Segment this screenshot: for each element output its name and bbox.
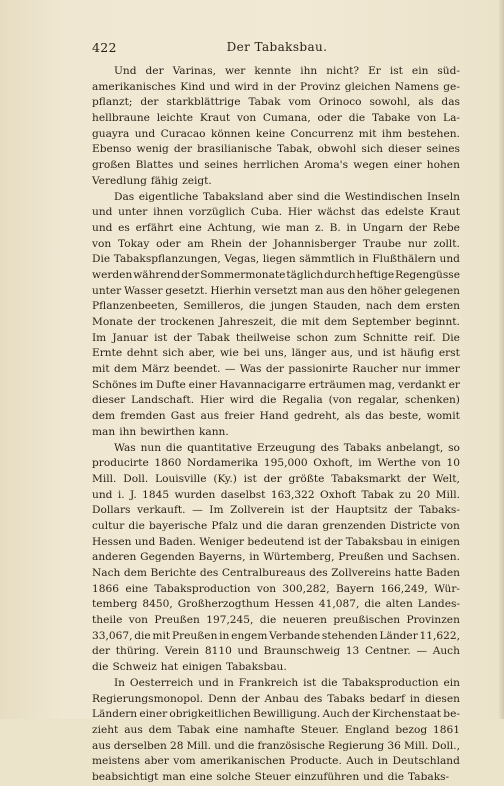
text-line: Ebenso wenig der brasilianische Tabak, obwohl sich dieser seines [92,143,460,156]
text-line: die Schweiz hat einigen Tabaksbau. [92,661,287,674]
text-line: temberg 8450, Großherzogthum Hessen 41,087, die alten Landes- [92,598,460,611]
text-line: amerikanisches Kind und wird in der Provinz gleichen Namens ge- [92,80,460,93]
text-line: Pflanzenbeeten, Semilleros, die jungen Stauden, nach dem ersten [92,300,460,313]
page-header [92,40,462,56]
text-line: Was nun die quantitative Erzeugung des Tabaks anbelangt, so [114,441,460,454]
paragraph [92,441,460,676]
running-title: Der Tabaksbau. [226,40,328,54]
text-line: Ernte dehnt sich aber, wie bei uns, länger aus, und ist häufig erst [92,347,460,360]
text-line: mit dem März beendet. — Was der passionirte Raucher nur immer [92,363,460,376]
text-line: dem fremden Gast aus freier Hand gedreht, als das beste, womit [92,410,460,423]
text-line: man ihn bewirthen kann. [92,425,229,438]
text-line: Mill. Doll. Louisville (Ky.) ist der größte Tabaksmarkt der Welt, [92,472,460,485]
text-line: Regierungsmonopol. Denn der Anbau des Tabaks bedarf in diesen [92,692,460,705]
text-line: Schönes im Dufte einer Havannacigarre erträumen mag, verdankt er [92,378,460,391]
text-line: theile von Preußen 197,245, die neueren preußischen Provinzen [92,614,460,627]
text-line: guayra und Curacao können keine Concurrenz mit ihm bestehen. [92,127,460,140]
text-line: und es erfährt eine Achtung, wie man z. B. in Ungarn der Rebe [92,221,460,234]
text-line: dieser Landschaft. Hier wird die Regalia (von regalar, schenken) [92,394,460,407]
text-line: und unter ihnen vorzüglich Cuba. Hier wächst das edelste Kraut [92,206,460,219]
text-line: hellbraune leichte Kraut von Cumana, oder die Tabake von La- [92,112,460,125]
text-line: von Tokay oder am Rhein der Johannisberger Traube nur zollt. [92,237,460,250]
text-line: Ländern einer obrigkeitlichen Bewilligung. Auch der Kirchenstaat be- [92,708,460,721]
body-text [92,64,460,786]
text-line: Monate der trockenen Jahreszeit, die mit dem September beginnt. [92,316,460,328]
text-line: Dollars verkauft. — Im Zollverein ist der Hauptsitz der Tabaks- [92,504,460,517]
text-line: Im Januar ist der Tabak theilweise schon zum Schnitte reif. Die [92,331,460,344]
text-line: pflanzt; der starkblättrige Tabak vom Orinoco sowohl, als das [92,96,460,109]
text-line: aus derselben 28 Mill. und die französische Regierung 36 Mill. Doll., [92,739,460,752]
text-line: der thüring. Verein 8110 und Braunschweig 13 Centner. — Auch [92,645,460,658]
text-line: In Oesterreich und in Frankreich ist die Tabaksproduction ein [114,676,460,689]
text-line: Veredlung fähig zeigt. [92,174,212,187]
text-line: Nach dem Berichte des Centralbureaus des Zollvereins hatte Baden [92,567,460,579]
text-line: anderen Gegenden Bayerns, in Würtemberg, Preußen und Sachsen. [92,551,460,564]
paragraph [92,190,460,441]
text-line: 33,067, die mit Preußen in engem Verbande stehenden Länder 11,622, [92,629,460,642]
text-line: werden während der Sommermonate täglich durch heftige Regengüsse [92,268,460,281]
text-line: 1866 eine Tabaksproduction von 300,282, Bayern 166,249, Wür- [92,582,460,595]
text-line: großen Blattes und seines herrlichen Aroma's wegen einer hohen [92,159,460,172]
text-line: unter Wasser gesetzt. Hierhin versetzt man aus den höher gelegenen [92,284,460,297]
text-line: beabsichtigt man eine solche Steuer einzuführen und die Tabaks- [92,770,450,783]
text-line: cultur die bayerische Pfalz und die daran grenzenden Districte von [92,519,460,532]
text-line: Hessen und Baden. Weniger bedeutend ist der Tabaksbau in einigen [92,535,460,548]
text-line: Und der Varinas, wer kennte ihn nicht? Er ist ein süd- [114,65,460,77]
text-line: meistens aber vom amerikanischen Producte. Auch in Deutschland [92,755,460,768]
text-line: Die Tabakspflanzungen, Vegas, liegen sämmtlich in Flußthälern und [92,253,460,266]
text-line: und i. J. 1845 wurden daselbst 163,322 Oxhoft Tabak zu 20 Mill. [92,488,460,501]
text-line: Das eigentliche Tabaksland aber sind die Westindischen Inseln [114,190,460,203]
page-number: 422 [92,40,117,55]
paragraph [92,676,460,786]
text-line: producirte 1860 Nordamerika 195,000 Oxhoft, im Werthe von 10 [92,457,460,470]
paragraph [92,64,460,190]
text-line: zieht aus dem Tabak eine namhafte Steuer. England bezog 1861 [92,723,460,736]
